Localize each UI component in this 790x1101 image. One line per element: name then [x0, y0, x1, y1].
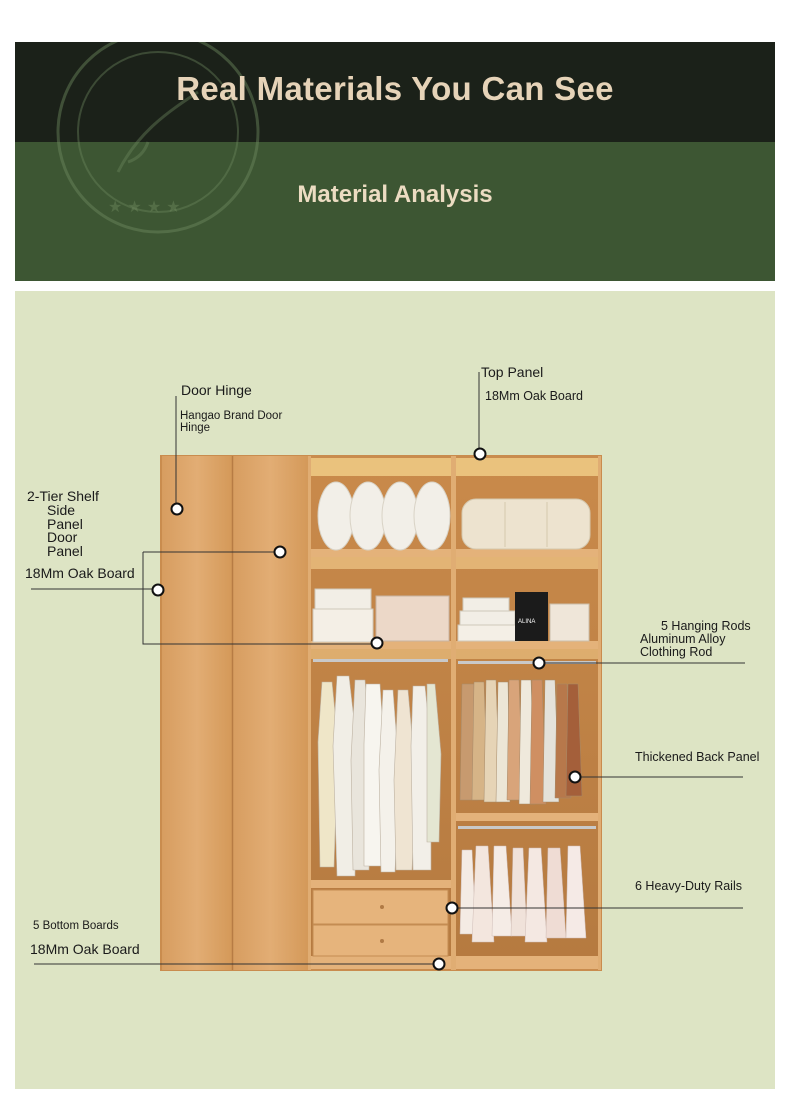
storage-box [458, 625, 518, 641]
shelf [308, 880, 454, 888]
label-bottom-boards-detail: 18Mm Oak Board [30, 941, 140, 957]
label-shelf-line3: Panel [47, 516, 83, 532]
storage-box [460, 611, 515, 625]
hanging-rod [458, 826, 596, 829]
label-door-hinge-title: Door Hinge [181, 382, 252, 398]
section-subheading: Material Analysis [297, 181, 493, 208]
callout-dot [475, 449, 486, 460]
callout-dot [153, 585, 164, 596]
callout-dot [172, 504, 183, 515]
diagram-panel [15, 291, 775, 1089]
door-panel-right [233, 456, 308, 970]
label-top-panel-detail: 18Mm Oak Board [485, 389, 583, 403]
bag-brand-label: ALINA [518, 619, 536, 625]
shopping-bag [550, 604, 589, 641]
svg-text:★ ★ ★ ★: ★ ★ ★ ★ [108, 197, 181, 216]
label-door-hinge-detail-2: Hinge [180, 422, 211, 434]
label-door-hinge-detail-1: Hangao Brand Door [180, 410, 283, 422]
shopping-bag [515, 592, 548, 641]
hanging-clothes [460, 680, 582, 804]
label-shelf-line4: Door [47, 529, 78, 545]
hanging-rod [313, 659, 448, 662]
label-hanging-rods-detail-2: Clothing Rod [640, 645, 713, 659]
center-divider [451, 456, 456, 970]
storage-box [463, 598, 509, 611]
label-shelf-line2: Side [47, 502, 76, 518]
label-back-panel: Thickened Back Panel [635, 750, 760, 764]
callout-dot [447, 903, 458, 914]
callout-dot [372, 638, 383, 649]
label-bottom-boards-title: 5 Bottom Boards [33, 920, 119, 932]
hanging-clothes [318, 676, 441, 876]
shelf [454, 813, 599, 821]
label-hanging-rods-detail-1: Aluminum Alloy [640, 632, 726, 646]
label-top-panel-title: Top Panel [481, 364, 544, 380]
storage-box [376, 596, 449, 641]
label-shelf-line1: 2-Tier Shelf [27, 488, 99, 504]
storage-box [313, 609, 373, 642]
callout-dot [534, 658, 545, 669]
cushion [462, 499, 590, 549]
label-shelf-line5: Panel [47, 543, 83, 559]
callout-dot [434, 959, 445, 970]
callout-dot [275, 547, 286, 558]
label-hanging-rods-title: 5 Hanging Rods [661, 619, 751, 633]
label-shelf-material: 18Mm Oak Board [25, 565, 135, 581]
wardrobe-diagram [15, 291, 775, 1089]
label-rails: 6 Heavy-Duty Rails [635, 879, 742, 893]
callout-dot [570, 772, 581, 783]
storage-box [315, 589, 371, 609]
page-headline: Real Materials You Can See [176, 70, 614, 107]
door-panel-left [162, 456, 232, 970]
